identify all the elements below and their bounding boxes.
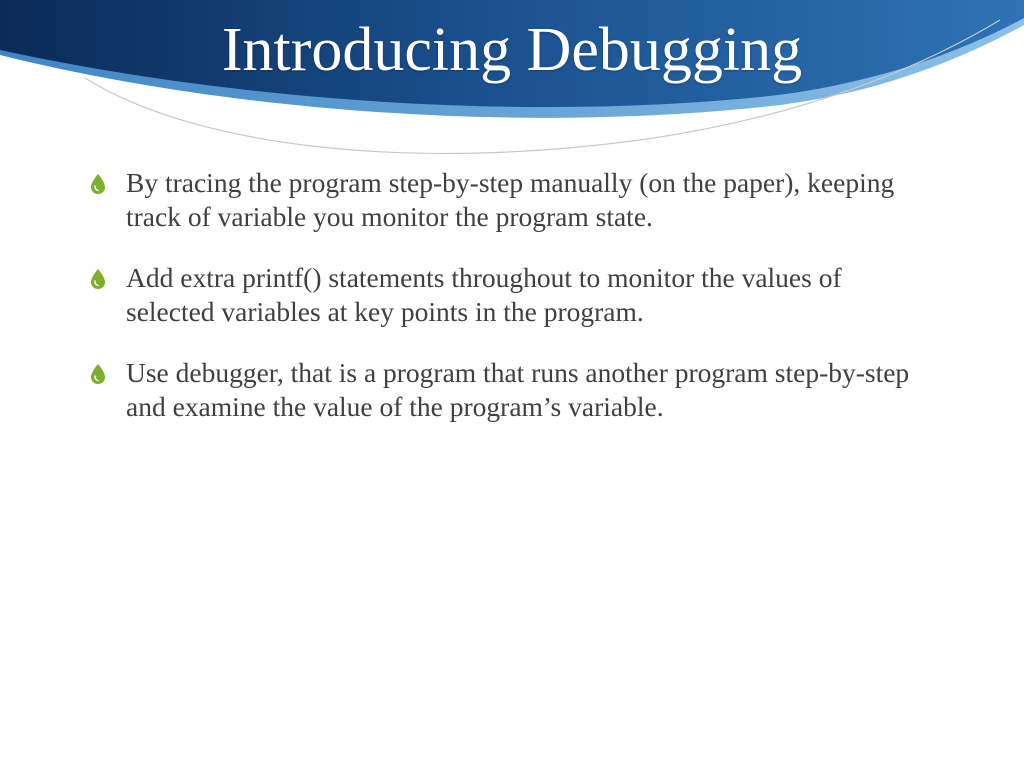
droplet-icon [90,269,106,289]
bullet-item [86,166,916,234]
bullet-item [86,356,916,424]
bullet-text: By tracing the program step-by-step manually (on the paper), keeping track of variable you monitor the program state. [126,167,895,232]
droplet-icon [90,174,106,194]
bullet-list [86,166,916,451]
slide-title: Introducing Debugging [221,16,803,84]
bullet-item [86,261,916,329]
droplet-icon [90,364,106,384]
bullet-text: Add extra printf() statements throughout to monitor the values of selected variables at key points in the program. [126,262,842,327]
bullet-text: Use debugger, that is a program that runs another program step-by-step and examine the value of the program’s variable. [126,357,910,422]
